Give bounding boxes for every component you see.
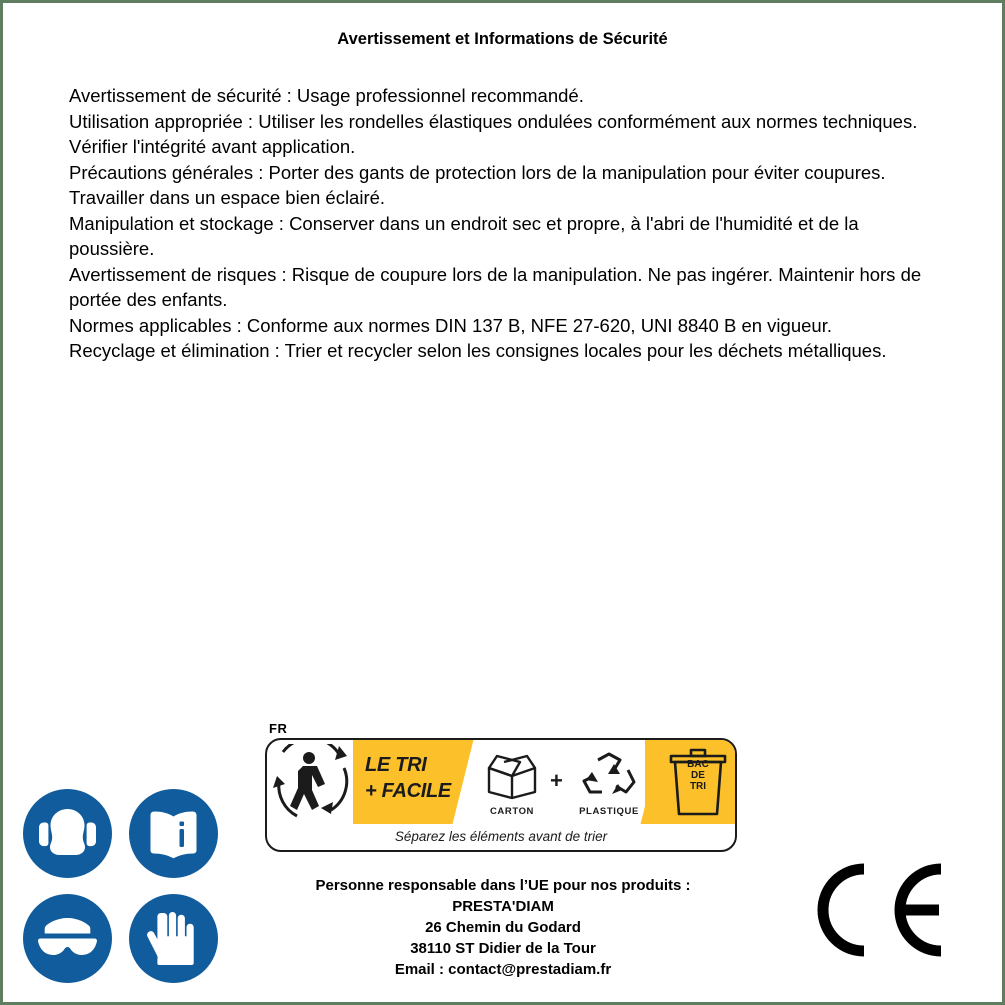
responsible-person-email: Email : contact@prestadiam.fr [394, 961, 612, 978]
safety-paragraph-7: Recyclage et élimination : Trier et recycler selon les consignes locales pour les déchets métalliques. [69, 340, 887, 361]
page-title: Avertissement et Informations de Sécurité [337, 30, 668, 48]
triman-label-box [265, 738, 737, 852]
ce-mark-icon [801, 855, 951, 965]
safety-paragraph-2: Utilisation appropriée : Utiliser les rondelles élastiques ondulées conformément aux normes techniques. Vérifier l'intégrité avant application. [69, 110, 918, 157]
triman-carton-caption: CARTON [489, 806, 535, 817]
triman-bin-line1: BAC [687, 759, 709, 770]
hand-protection-icon [129, 894, 218, 983]
ear-protection-icon [23, 789, 112, 878]
safety-paragraph-5: Avertissement de risques : Risque de coupure lors de la manipulation. Ne pas ingérer. Maintenir hors de portée des enfants. [69, 263, 922, 310]
triman-main-text-line2: + FACILE [365, 780, 451, 802]
triman-plastique-item [563, 748, 655, 817]
triman-plus-symbol: + [550, 768, 563, 793]
safety-paragraph-6: Normes applicables : Conforme aux normes DIN 137 B, NFE 27-620, UNI 8840 B en vigueur. [69, 314, 832, 336]
safety-paragraph-3: Précautions générales : Porter des gants de protection lors de la manipulation pour éviter coupures. Travailler dans un espace bien éclairé. [69, 161, 886, 208]
triman-recycling-label [265, 721, 735, 861]
safety-paragraph-4: Manipulation et stockage : Conserver dans un endroit sec et propre, à l'abri de l'humidité et de la poussière. [69, 212, 859, 259]
triman-main-text [365, 752, 465, 804]
eye-protection-icon [23, 894, 112, 983]
triman-plastique-caption: PLASTIQUE [579, 806, 639, 817]
triman-footer-note: Séparez les éléments avant de trier [394, 829, 608, 844]
triman-language-code: FR [269, 721, 288, 736]
triman-main-text-line1: LE TRI [365, 754, 427, 776]
responsible-person-company: PRESTA'DIAM [452, 898, 554, 915]
triman-bin-line3: TRI [689, 781, 707, 792]
responsible-person-address-line1: 26 Chemin du Godard [425, 919, 581, 936]
recycling-loop-icon [574, 748, 644, 800]
triman-bin-label [671, 759, 725, 792]
triman-bin-line2: DE [691, 770, 705, 781]
responsible-person-address-line2: 38110 ST Didier de la Tour [410, 940, 596, 957]
responsible-person-heading: Personne responsable dans l’UE pour nos produits : [315, 877, 691, 894]
pictogram-group [23, 789, 221, 987]
safety-paragraph-1: Avertissement de sécurité : Usage professionnel recommandé. [69, 85, 584, 106]
triman-carton-item [475, 748, 549, 817]
read-instructions-icon [129, 789, 218, 878]
carton-box-icon [477, 748, 547, 800]
triman-symbol-icon [273, 744, 353, 820]
safety-text-body [69, 83, 944, 364]
responsible-person-block [233, 875, 773, 980]
